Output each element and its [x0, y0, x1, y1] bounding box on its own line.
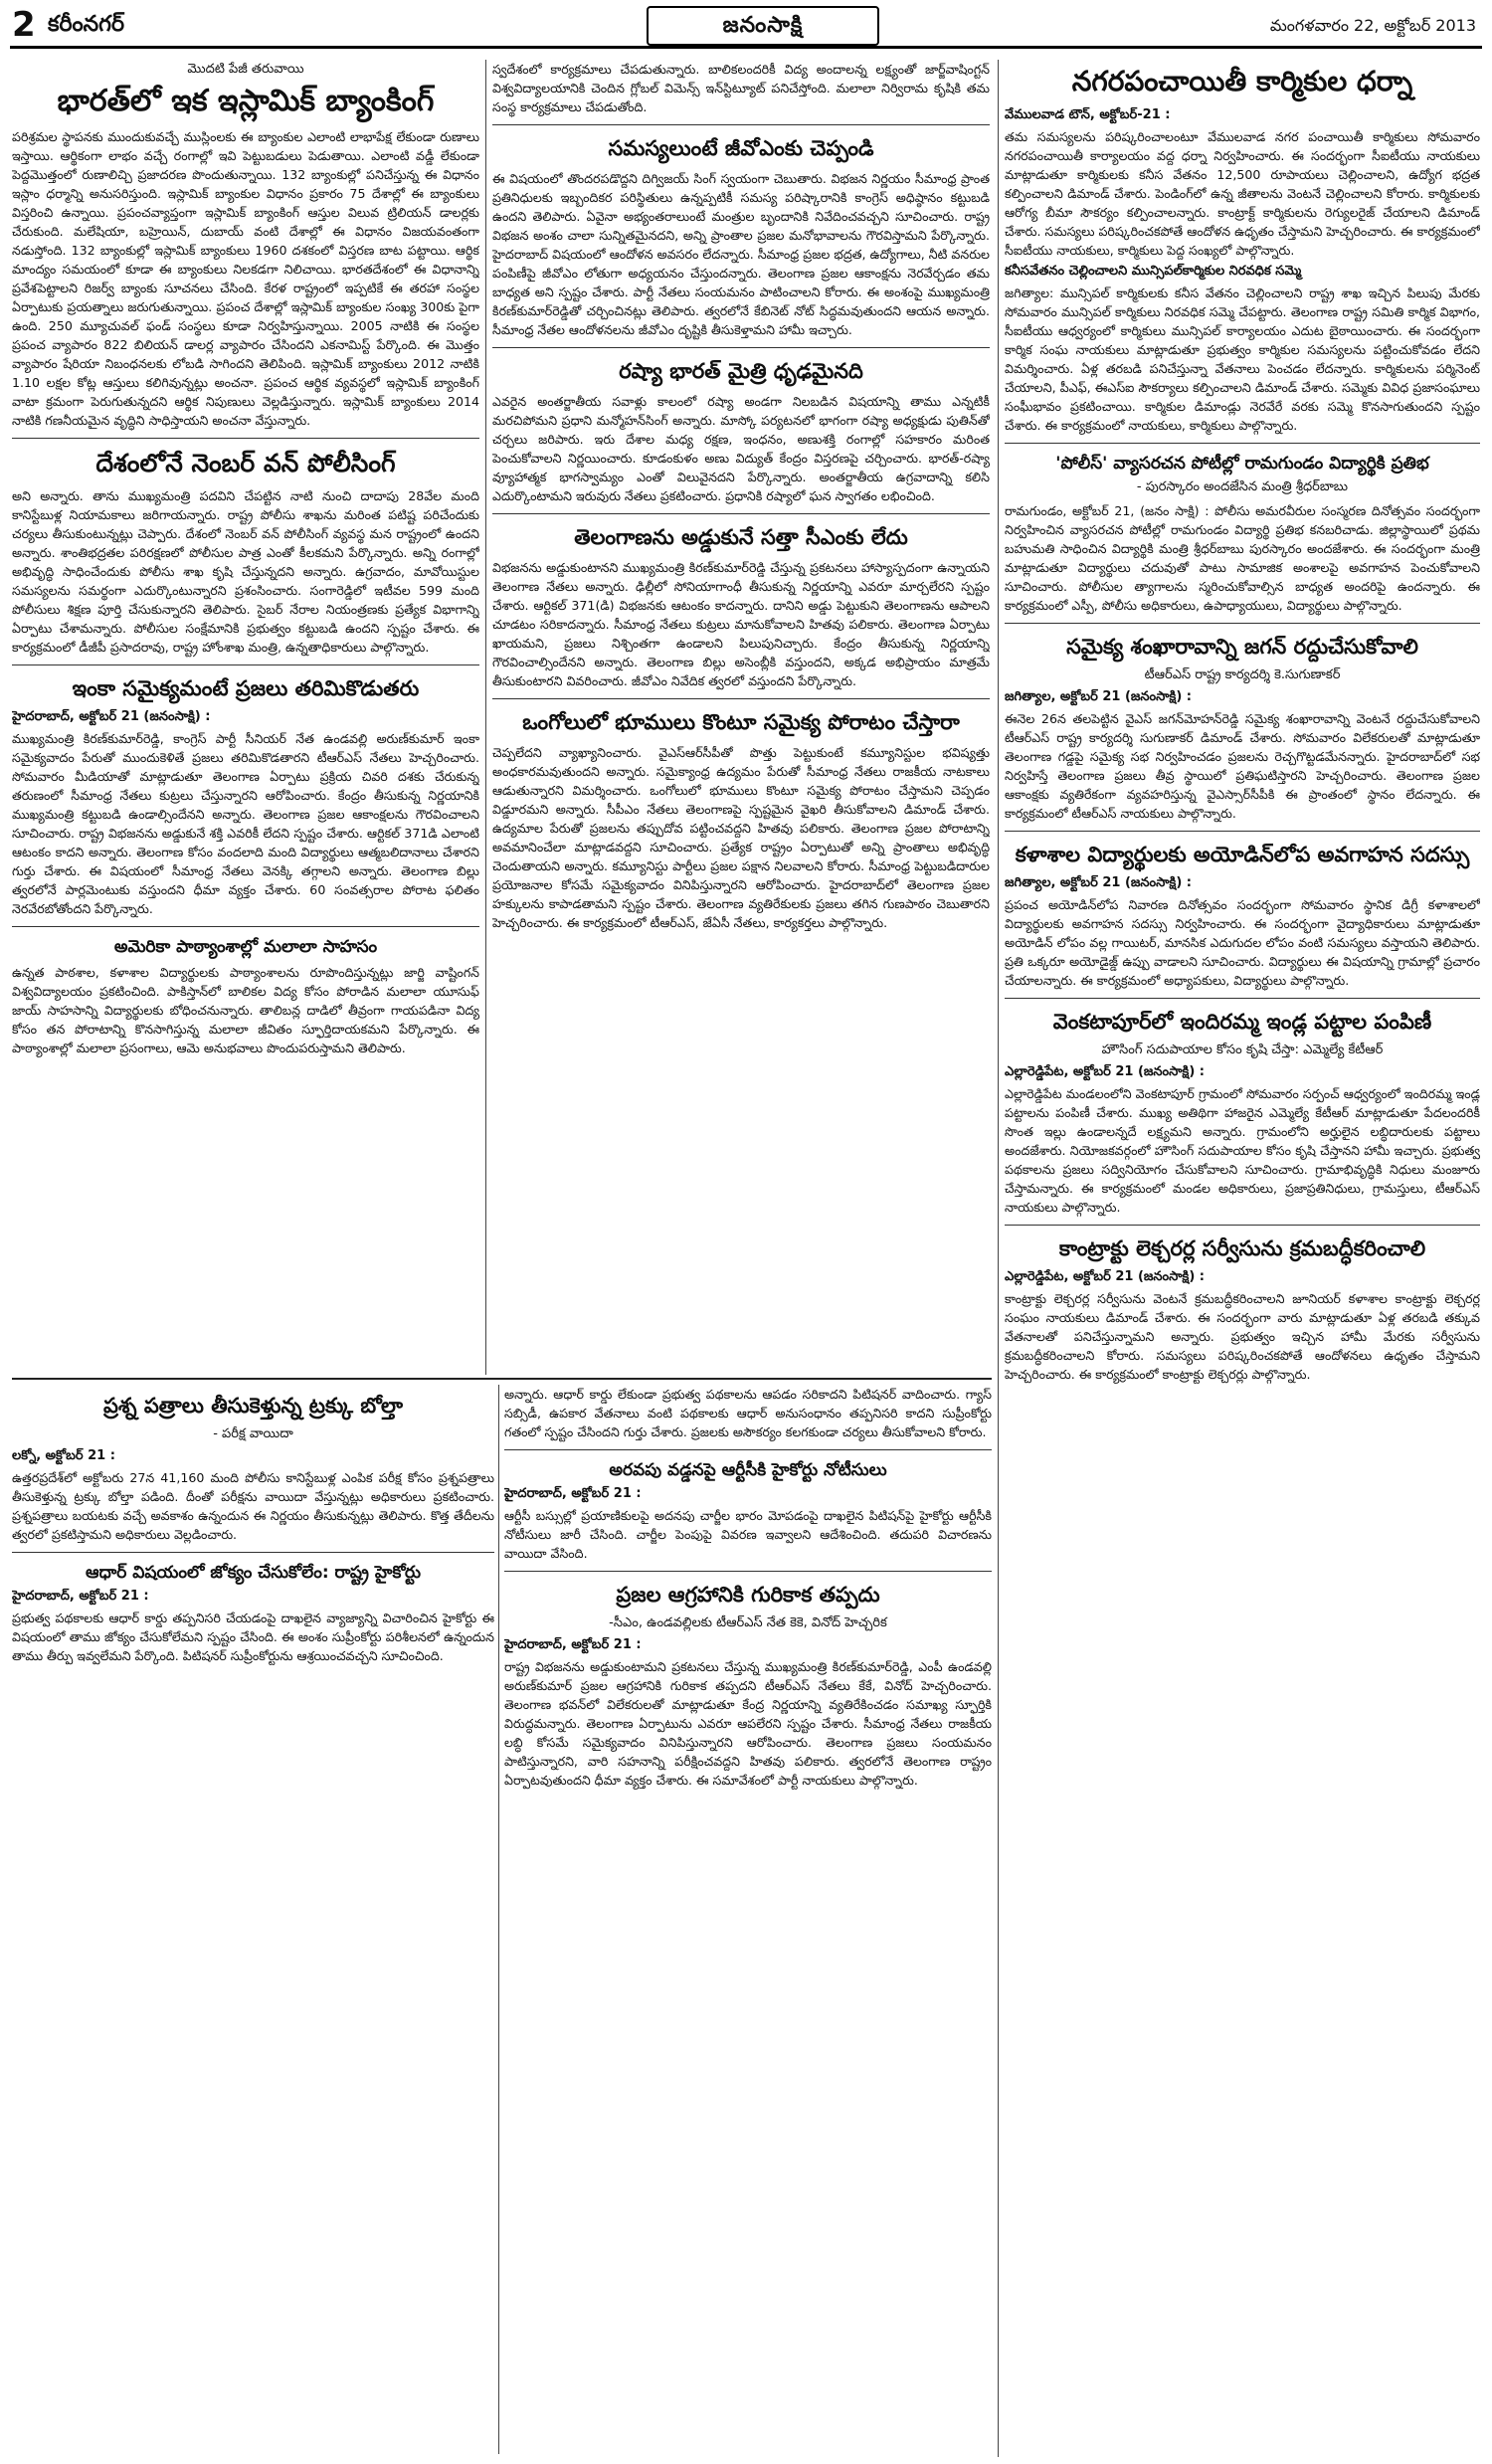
article-continuation: స్వదేశంలో కార్యక్రమాలు చేపడుతున్నారు. బాలికలందరికీ విద్య అందాలన్న లక్ష్యంతో జార్జ్‌వాషింగ్టన్ విశ్వవిద్యాలయానికి చెందిన గ్లోబల్ విమెన్స్ ఇన్‌స్టిట్యూట్ పనిచేస్తోంది. మలాలా నిర్విరామ కృషికి తమ సంస్థ కార్యక్రమాలు చేపడుతోంది.: [492, 62, 990, 114]
divider: [12, 664, 479, 665]
dateline: లక్నో, అక్టోబర్ 21 :: [12, 1448, 115, 1463]
divider: [1005, 831, 1480, 832]
headline-jagan-rally: సమైక్య శంఖారావాన్ని జగన్ రద్దుచేసుకోవాలి: [1066, 635, 1418, 659]
column-left: [12, 60, 479, 1373]
dateline: ఎల్లారెడ్డిపేట, అక్టోబర్ 21 (జనంసాక్షి) :: [1005, 1269, 1205, 1284]
subheadline: హౌసింగ్ సదుపాయాల కోసం కృషి చేస్తా: ఎమ్మెల్యే కేటీఆర్: [1101, 1042, 1384, 1057]
divider: [12, 926, 479, 927]
headline-aadhaar-high-court: ఆధార్ విషయంలో జోక్యం చేసుకోలేం: రాష్ట్ర హైకోర్టు: [86, 1563, 421, 1583]
divider: [492, 698, 990, 699]
subheadline: -సీఎం, ఉండవల్లిలకు టీఆర్ఎస్ నేత కెకె, వినోద్ హెచ్చరిక: [609, 1615, 887, 1630]
subheadline: - పరీక్ష వాయిదా: [213, 1426, 293, 1441]
column-middle: [492, 60, 990, 1373]
article-body: ప్రభుత్వ పథకాలకు ఆధార్ కార్డు తప్పనిసరి చేయడంపై దాఖలైన వ్యాజ్యాన్ని విచారించిన హైకోర్టు ఈ విషయంలో తాము జోక్యం చేసుకోలేమని స్పష్టం చేసింది. ఈ అంశం సుప్రీంకోర్టు పరిశీలనలో ఉన్నందున తాము తీర్పు ఇవ్వలేమని పేర్కొంది. పిటిషనర్ సుప్రీంకోర్టును ఆశ్రయించవచ్చని సూచించింది.: [12, 1611, 494, 1663]
headline-russia-india: రష్యా భారత్ మైత్రి ధృఢమైనది: [619, 359, 863, 383]
column-rule: [998, 60, 999, 2457]
divider: [504, 1449, 992, 1450]
headline-iodine-awareness: కళాశాల విద్యార్థులకు అయోడిన్‌లోప అవగాహన సదస్సు: [1015, 843, 1470, 866]
headline-question-papers-truck: ప్రశ్న పత్రాలు తీసుకెళ్తున్న ట్రక్కు బోల్తా: [103, 1394, 403, 1418]
divider: [492, 513, 990, 514]
dateline: హైదరాబాద్, అక్టోబర్ 21 :: [504, 1486, 642, 1501]
divider: [1005, 998, 1480, 999]
article-continuation: అన్నారు. ఆధార్ కార్డు లేకుండా ప్రభుత్వ పథకాలను ఆపడం సరికాదని పిటిషనర్ వాదించారు. గ్యాస్ సబ్సిడీ, ఉపకార వేతనాలు వంటి పథకాలకు ఆధార్ అనుసంధానం తప్పనిసరి కాదని సుప్రీంకోర్టు గతంలో స్పష్టం చేసిందని గుర్తు చేశారు. ప్రజలకు అసౌకర్యం కలగకుండా చర్యలు తీసుకోవాలని కోరారు.: [504, 1387, 992, 1439]
headline-number-one-policing: దేశంలోనే నెంబర్ వన్ పోలీసింగ్: [95, 449, 396, 477]
kicker: మొదటి పేజీ తరువాయి: [187, 62, 304, 77]
page-number: 2: [12, 5, 36, 45]
article-body: ప్రపంచ అయోడిన్‌లోప నివారణ దినోత్సవం సందర్భంగా సోమవారం స్థానిక డిగ్రీ కళాశాలలో విద్యార్థులకు అవగాహన సదస్సు నిర్వహించారు. ఈ సందర్భంగా వైద్యాధికారులు మాట్లాడుతూ అయోడిన్ లోపం వల్ల గాయిటర్, మానసిక ఎదుగుదల లోపం వంటి సమస్యలు వస్తాయని తెలిపారు. ప్రతి ఒక్కరూ అయోడైజ్డ్ ఉప్పు వాడాలని సూచించారు. విద్యార్థులు ఈ విషయాన్ని గ్రామాల్లో ప్రచారం చేయాలన్నారు. ఈ కార్యక్రమంలో అధ్యాపకులు, విద్యార్థులు పాల్గొన్నారు.: [1005, 897, 1480, 988]
subheadline: టీఆర్ఎస్ రాష్ట్ర కార్యదర్శి కె.సుగుణాకర్: [1144, 667, 1341, 682]
article-body: అని అన్నారు. తాను ముఖ్యమంత్రి పదవిని చేపట్టిన నాటి నుంచి దాదాపు 28వేల మంది కానిస్టేబుళ్ల నియామకాలు జరిగాయన్నారు. రాష్ట్ర పోలీసు శాఖను మరింత పటిష్ట పరిచేందుకు చర్యలు తీసుకుంటున్నట్లు చెప్పారు. దేశంలో నెంబర్ వన్ పోలీసింగ్ వ్యవస్థ మన రాష్ట్రంలో ఉందని అన్నారు. శాంతిభద్రతల పరిరక్షణలో పోలీసుల పాత్ర ఎంతో కీలకమని పేర్కొన్నారు. అన్ని రంగాల్లో అభివృద్ధి సాధించేందుకు పోలీసు శాఖ కృషి చేస్తున్నదని అన్నారు. ఉగ్రవాదం, మావోయిస్టుల సమస్యలను సమర్థంగా ఎదుర్కొంటున్నారని ప్రశంసించారు. సంగారెడ్డిలో ఇటీవల 599 మంది పోలీసులు శిక్షణ పూర్తి చేసుకున్నారని తెలిపారు. సైబర్ నేరాల నియంత్రణకు ప్రత్యేక విభాగాన్ని ఏర్పాటు చేశామన్నారు. పోలీసుల సంక్షేమానికి ప్రభుత్వం కట్టుబడి ఉందని స్పష్టం చేశారు. ఈ కార్యక్రమంలో డీజీపీ ప్రసాదరావు, రాష్ట్ర హోంశాఖ మంత్రి, ఉన్నతాధికారులు పాల్గొన్నారు.: [12, 488, 479, 655]
article-body: చెప్పలేదని వ్యాఖ్యానించారు. వైఎస్ఆర్‌సీపీతో పొత్తు పెట్టుకుంటే కమ్యూనిస్టుల భవిష్యత్తు అంధకారమవుతుందని అన్నారు. సమైక్యాంధ్ర ఉద్యమం పేరుతో సీమాంధ్ర నేతలు రాజకీయ నాటకాలు ఆడుతున్నారని విమర్శించారు. ఒంగోలులో భూములు కొంటూ సమైక్య పోరాటం చేస్తామని చెప్పడం విడ్డూరమని అన్నారు. సీపీఎం నేతలు తెలంగాణపై స్పష్టమైన వైఖరి తీసుకోవాలని డిమాండ్ చేశారు. ఉద్యమాల పేరుతో ప్రజలను తప్పుదోవ పట్టించవద్దని హితవు పలికారు. తెలంగాణ ప్రజల పోరాటాన్ని అవమానించేలా మాట్లాడవద్దని సూచించారు. ప్రత్యేక రాష్ట్రం ఏర్పాటుతో అన్ని ప్రాంతాలు అభివృద్ధి చెందుతాయని అన్నారు. కమ్యూనిస్టు పార్టీలు ప్రజల పక్షాన నిలవాలని కోరారు. సీమాంధ్ర పెట్టుబడిదారుల ప్రయోజనాల కోసమే సమైక్యవాదం వినిపిస్తున్నారని ఆరోపించారు. హైదరాబాద్‌లో తెలంగాణ ప్రజల హక్కులను కాపాడతామని స్పష్టం చేశారు. తెలంగాణ వ్యతిరేకులకు ప్రజలు తగిన గుణపాఠం చెబుతారని హెచ్చరించారు. ఈ కార్యక్రమంలో టీఆర్ఎస్, జేఏసీ నేతలు, కార్యకర్తలు పాల్గొన్నారు.: [492, 745, 990, 930]
article-body: రామగుండం, అక్టోబర్ 21, (జనం సాక్షి) : పోలీసు అమరవీరుల సంస్మరణ దినోత్సవం సందర్భంగా నిర్వహించిన వ్యాసరచన పోటీల్లో రామగుండం విద్యార్థి ప్రతిభ కనబరిచాడు. జిల్లాస్థాయిలో ప్రథమ బహుమతి సాధించిన విద్యార్థికి మంత్రి శ్రీధర్‌బాబు పురస్కారం అందజేశారు. ఈ సందర్భంగా మంత్రి మాట్లాడుతూ విద్యార్థులు చదువుతో పాటు సామాజిక అంశాలపై అవగాహన పెంచుకోవాలని సూచించారు. పోలీసుల త్యాగాలను స్మరించుకోవాల్సిన బాధ్యత అందరిపై ఉందన్నారు. ఈ కార్యక్రమంలో ఎస్పీ, పోలీసు అధికారులు, ఉపాధ్యాయులు, విద్యార్థులు పాల్గొన్నారు.: [1005, 503, 1480, 613]
dateline: జగిత్యాల, అక్టోబర్ 21 (జనంసాక్షి) :: [1005, 875, 1192, 890]
divider: [1005, 1225, 1480, 1226]
headline-telangana-cm: తెలంగాణను అడ్డుకునే సత్తా సీఎంకు లేదు: [574, 525, 908, 549]
issue-date: మంగళవారం 22, అక్టోబర్ 2013: [1269, 16, 1476, 35]
article-body: కాంట్రాక్టు లెక్చరర్ల సర్వీసును వెంటనే క్రమబద్ధీకరించాలని జూనియర్ కళాశాల కాంట్రాక్టు లెక్చరర్ల సంఘం నాయకులు డిమాండ్ చేశారు. ఈ సందర్భంగా వారు మాట్లాడుతూ ఏళ్ల తరబడి తక్కువ వేతనాలతో పనిచేస్తున్నామని అన్నారు. ప్రభుత్వం ఇచ్చిన హామీ మేరకు సర్వీసును క్రమబద్ధీకరించాలని కోరారు. సమస్యలు పరిష్కరించకపోతే ఆందోళనలు ఉధృతం చేస్తామని హెచ్చరించారు. ఈ కార్యక్రమంలో కాంట్రాక్టు లెక్చరర్లు పాల్గొన్నారు.: [1005, 1291, 1480, 1382]
dateline: జగిత్యాల, అక్టోబర్ 21 (జనంసాక్షి) :: [1005, 689, 1192, 704]
column-rule: [485, 60, 486, 1375]
headline-workers-dharna: నగరపంచాయితీ కార్మికుల ధర్నా: [1071, 65, 1413, 97]
section-name: కరీంనగర్: [48, 12, 125, 37]
column-rule: [498, 1385, 499, 2454]
article-body: జగిత్యాల: మున్సిపల్ కార్మికులకు కనీస వేతనం చెల్లించాలని రాష్ట్ర శాఖ ఇచ్చిన పిలుపు మేరకు సోమవారం మున్సిపల్ కార్మికులు నిరవధిక సమ్మె చేపట్టారు. తెలంగాణ రాష్ట్ర సమితి కార్మిక విభాగం, సీఐటీయు ఆధ్వర్యంలో కార్మికులు మున్సిపల్ కార్యాలయం ఎదుట బైఠాయించారు. ఈ సందర్భంగా కార్మిక సంఘ నాయకులు మాట్లాడుతూ ప్రభుత్వం కార్మికుల సమస్యలను పట్టించుకోవడం లేదని విమర్శించారు. ఏళ్ల తరబడి పనిచేస్తున్నా వేతనాలు పెంచడం లేదన్నారు. కార్మికులను పర్మినెంట్ చేయాలని, పీఎఫ్, ఈఎస్ఐ సౌకర్యాలు కల్పించాలని డిమాండ్ చేశారు. సమ్మెకు వివిధ ప్రజాసంఘాలు సంఘీభావం ప్రకటించాయి. కార్మికుల డిమాండ్లు నెరవేరే వరకు సమ్మె కొనసాగుతుందని స్పష్టం చేశారు. ఈ కార్యక్రమంలో నాయకులు, కార్మికులు పాల్గొన్నారు.: [1005, 285, 1480, 433]
headline-essay-competition: 'పోలీస్' వ్యాసరచన పోటీల్లో రామగుండం విద్యార్థికి ప్రతిభ: [1055, 454, 1429, 474]
article-body: ఎల్లారెడ్డిపేట మండలంలోని వెంకటాపూర్ గ్రామంలో సోమవారం సర్పంచ్ ఆధ్వర్యంలో ఇందిరమ్మ ఇండ్ల పట్టాలను పంపిణీ చేశారు. ముఖ్య అతిథిగా హాజరైన ఎమ్మెల్యే కేటీఆర్ మాట్లాడుతూ పేదలందరికీ సొంత ఇల్లు ఉండాలన్నదే లక్ష్యమని అన్నారు. గ్రామంలోని అర్హులైన లబ్ధిదారులకు పట్టాలు అందజేశారు. నియోజకవర్గంలో హౌసింగ్ సదుపాయాల కోసం కృషి చేస్తానని హామీ ఇచ్చారు. ప్రభుత్వ పథకాలను ప్రజలు సద్వినియోగం చేసుకోవాలని సూచించారు. గ్రామాభివృద్ధికి నిధులు మంజూరు చేస్తామన్నారు. ఈ కార్యక్రమంలో మండల అధికారులు, ప్రజాప్రతినిధులు, గ్రామస్తులు, టీఆర్ఎస్ నాయకులు పాల్గొన్నారు.: [1005, 1086, 1480, 1215]
column-right: [1005, 60, 1480, 2457]
headline-contract-lecturers: కాంట్రాక్టు లెక్చరర్ల సర్వీసును క్రమబద్ధీకరించాలి: [1058, 1236, 1426, 1260]
article-body: ఎవరైన అంతర్జాతీయ సవాళ్లు కాలంలో రష్యా అండగా నిలబడిన విషయాన్ని తాము ఎన్నటికీ మరచిపోమని ప్రధాని మన్మోహన్‌సింగ్ అన్నారు. మాస్కో పర్యటనలో భాగంగా రష్యా అధ్యక్షుడు పుతిన్‌తో చర్చలు జరిపారు. ఇరు దేశాల మధ్య రక్షణ, ఇంధనం, అణుశక్తి రంగాల్లో సహకారం మరింత పెంచుకోవాలని నిర్ణయించారు. కూడంకుళం అణు విద్యుత్ కేంద్రం విస్తరణపై చర్చించారు. భారత్-రష్యా వ్యూహాత్మక భాగస్వామ్యం ఎంతో విలువైనదని పేర్కొన్నారు. అంతర్జాతీయ ఉగ్రవాదాన్ని కలిసి ఎదుర్కొంటామని ఇరువురు నేతలు ప్రకటించారు. ప్రధానికి రష్యాలో ఘన స్వాగతం లభించింది.: [492, 394, 990, 503]
article-body: పరిశ్రమల స్థాపనకు ముందుకువచ్చే ముస్లింలకు ఈ బ్యాంకుల ఎలాంటి లాభాపేక్ష లేకుండా రుణాలు ఇస్తాయి. ఆర్థికంగా లాభం వచ్చే రంగాల్లో ఇవి పెట్టుబడులు పెడుతాయి. ఎలాంటి వడ్డీ లేకుండా పెద్దమొత్తంలో రుణాలిచ్చి ప్రజాదరణ పొందుతున్నాయి. 132 బ్యాంకుల్లో పనిచేస్తున్న ఈ విధానం ఇస్లాం ధర్మాన్ని అనుసరిస్తుంది. ఇస్లామిక్ బ్యాంకుల విధానం ప్రకారం 75 దేశాల్లో ఈ బ్యాంకులు విస్తరించి ఉన్నాయి. ప్రపంచవ్యాప్తంగా ఇస్లామిక్ బ్యాంకింగ్ ఆస్తుల విలువ ట్రిలియన్ డాలర్లకు చేరుకుంది. మలేషియా, బహ్రెయిన్, దుబాయ్ వంటి దేశాల్లో ఈ విధానం విజయవంతంగా నడుస్తోంది. 132 బ్యాంకుల్లో ఇస్లామిక్ బ్యాంకులు 1960 దశకంలో విస్తరణ బాట పట్టాయి. ఆర్థిక మాంద్యం సమయంలో కూడా ఈ బ్యాంకులు నిలకడగా నిలిచాయి. భారతదేశంలో ఈ విధానాన్ని ప్రవేశపెట్టాలని రిజర్వ్ బ్యాంకు సూచనలు చేసింది. కేరళ రాష్ట్రంలో ఇప్పటికే ఈ తరహా సంస్థల ఏర్పాటుకు ప్రయత్నాలు జరుగుతున్నాయి. ప్రపంచ దేశాల్లో ఇస్లామిక్ బ్యాంకుల సంఖ్య 300కు పైగా ఉంది. 250 మ్యూచువల్ ఫండ్ సంస్థలు కూడా నిర్వహిస్తున్నాయి. 2005 నాటికి ఈ సంస్థల ప్రపంచ వ్యాపారం 822 బిలియన్ డాలర్ల వ్యాపారం చేసిందని ఎకనామిస్ట్ పేర్కొంది. ఈ మొత్తం వ్యాపారం షేరియా నిబంధనలకు లోబడి సాగిందని తెలిపింది. ఇస్లామిక్ బ్యాంకులు 2012 నాటికి 1.10 లక్షల కోట్ల ఆస్తులు కలిగివున్నట్లు అంచనా. ప్రపంచ ఆర్థిక వ్యవస్థలో ఇస్లామిక్ బ్యాంకింగ్ వాటా క్రమంగా పెరుగుతున్నదని ఆర్థిక నిపుణులు వెల్లడిస్తున్నారు. ఇస్లామిక్ బ్యాంకులు 2014 నాటికి గణనీయమైన వృద్ధిని సాధిస్తాయని అంచనా వేస్తున్నారు.: [12, 129, 479, 428]
headline-samaikya: ఇంకా సమైక్యమంటే ప్రజలు తరిమికొడుతరు: [72, 676, 420, 700]
headline-islamic-banking: భారత్‌లో ఇక ఇస్లామిక్ బ్యాంకింగ్: [57, 84, 435, 118]
divider: [12, 1552, 494, 1553]
divider: [1005, 443, 1480, 444]
section-rule: [12, 1378, 992, 1380]
article-body: ఆర్టీసీ బస్సుల్లో ప్రయాణికులపై అదనపు చార్జీల భారం మోపడంపై దాఖలైన పిటిషన్‌పై హైకోర్టు ఆర్టీసీకి నోటీసులు జారీ చేసింది. చార్జీల పెంపుపై వివరణ ఇవ్వాలని ఆదేశించింది. తదుపరి విచారణను వాయిదా వేసింది.: [504, 1508, 992, 1561]
article-body: ముఖ్యమంత్రి కిరణ్‌కుమార్‌రెడ్డి, కాంగ్రెస్ పార్టీ సీనియర్ నేత ఉండవల్లి అరుణ్‌కుమార్ ఇంకా సమైక్యవాదం పేరుతో ముందుకెళితే ప్రజలు తరిమికొడతారని టీఆర్ఎస్ నేతలు హెచ్చరించారు. సోమవారం మీడియాతో మాట్లాడుతూ తెలంగాణ ఏర్పాటు ప్రక్రియ చివరి దశకు చేరుకున్న తరుణంలో సీమాంధ్ర నేతలు కుట్రలు చేస్తున్నారని ఆరోపించారు. కేంద్రం తీసుకున్న నిర్ణయానికి ముఖ్యమంత్రి కట్టుబడి ఉండాల్సిందేనని అన్నారు. తెలంగాణ ప్రజల ఆకాంక్షలను గౌరవించాలని సూచించారు. రాష్ట్ర విభజనను అడ్డుకునే శక్తి ఎవరికీ లేదని స్పష్టం చేశారు. ఆర్టికల్ 371డి ఎలాంటి ఆటంకం కాదని అన్నారు. తెలంగాణ కోసం వందలాది మంది విద్యార్థులు ఆత్మబలిదానాలు చేశారని గుర్తు చేశారు. ఈ విషయంలో సీమాంధ్ర నేతలు వెనక్కి తగ్గాలని అన్నారు. తెలంగాణ బిల్లు త్వరలోనే పార్లమెంటుకు వస్తుందని ధీమా వ్యక్తం చేశారు. 60 సంవత్సరాల పోరాట ఫలితం నెరవేరబోతోందని పేర్కొన్నారు.: [12, 731, 479, 916]
article-body: ఈ విషయంలో తొందరపడొద్దని దిగ్విజయ్ సింగ్ స్వయంగా చెబుతారు. విభజన నిర్ణయం సీమాంధ్ర ప్రాంత ప్రతినిధులకు ఇబ్బందికర పరిస్థితులు ఉన్నప్పటికీ సమస్య పరిష్కారానికి కాంగ్రెస్ అధిష్ఠానం కట్టుబడి ఉందని తెలిపారు. ఏవైనా అభ్యంతరాలుంటే మంత్రుల బృందానికి నివేదించవచ్చని సూచించారు. రాష్ట్ర విభజన అంశం చాలా సున్నితమైనదని, అన్ని ప్రాంతాల ప్రజల మనోభావాలను గౌరవిస్తామని పేర్కొన్నారు. హైదరాబాద్ విషయంలో ఆందోళన అవసరం లేదన్నారు. సీమాంధ్ర ప్రజల భద్రత, ఉద్యోగాలు, నీటి వనరుల పంపిణీపై జీవోఎం లోతుగా అధ్యయనం చేస్తుందన్నారు. తెలంగాణ ప్రజల ఆకాంక్షను నెరవేర్చడం తమ బాధ్యత అని స్పష్టం చేశారు. పార్టీ నేతలు సంయమనం పాటించాలని కోరారు. ఈ అంశంపై ముఖ్యమంత్రి కిరణ్‌కుమార్‌రెడ్డితో చర్చించినట్లు తెలిపారు. త్వరలోనే కేబినెట్ నోట్ సిద్ధమవుతుందని ఆయన అన్నారు. సీమాంధ్ర నేతల ఆందోళనలను జీవోఎం దృష్టికి తీసుకెళ్తామని హామీ ఇచ్చారు.: [492, 171, 990, 337]
newspaper-logo: జనంసాక్షి: [647, 6, 879, 46]
dateline: ఎల్లారెడ్డిపేట, అక్టోబర్ 21 (జనంసాక్షి) :: [1005, 1064, 1205, 1079]
subheadline: కనీసవేతనం చెల్లించాలని మున్సిపల్‌కార్మికుల నిరవధిక సమ్మె: [1005, 264, 1302, 279]
divider: [492, 347, 990, 348]
article-body: ఈనెల 26న తలపెట్టిన వైఎస్ జగన్‌మోహన్‌రెడ్డి సమైక్య శంఖారావాన్ని వెంటనే రద్దుచేసుకోవాలని టీఆర్ఎస్ రాష్ట్ర కార్యదర్శి సుగుణాకర్ డిమాండ్ చేశారు. సోమవారం విలేకరులతో మాట్లాడుతూ తెలంగాణ గడ్డపై సమైక్య సభ నిర్వహించడం ప్రజలను రెచ్చగొట్టడమేనన్నారు. హైదరాబాద్‌లో సభ నిర్వహిస్తే తెలంగాణ ప్రజలు తీవ్ర స్థాయిలో ప్రతిఘటిస్తారని హెచ్చరించారు. తెలంగాణ ప్రజల ఆకాంక్షకు వ్యతిరేకంగా వ్యవహరిస్తున్న వైఎస్సార్‌సీపీకి ఈ ప్రాంతంలో స్థానం లేదన్నారు. ఈ కార్యక్రమంలో టీఆర్ఎస్ నాయకులు పాల్గొన్నారు.: [1005, 711, 1480, 821]
headline-public-anger: ప్రజల ఆగ్రహానికి గురికాక తప్పదు: [616, 1583, 880, 1607]
column-bottom-middle: [504, 1385, 992, 2454]
divider: [492, 124, 990, 125]
headline-indiramma-houses: వెంకటాపూర్‌లో ఇందిరమ్మ ఇండ్ల పట్టాల పంపిణీ: [1052, 1010, 1432, 1034]
subheadline: - పురస్కారం అందజేసిన మంత్రి శ్రీధర్‌బాబు: [1136, 479, 1349, 494]
dateline: వేములవాడ టౌన్, అక్టోబర్-21 :: [1005, 107, 1171, 122]
article-body: విభజనను అడ్డుకుంటానని ముఖ్యమంత్రి కిరణ్‌కుమార్‌రెడ్డి చేస్తున్న ప్రకటనలు హాస్యాస్పదంగా ఉన్నాయని తెలంగాణ నేతలు అన్నారు. ఢిల్లీలో సోనియాగాంధీ తీసుకున్న నిర్ణయాన్ని ఎవరూ మార్చలేరని స్పష్టం చేశారు. ఆర్టికల్ 371(డి) విభజనకు ఆటంకం కాదన్నారు. దానిని అడ్డు పెట్టుకుని తెలంగాణను ఆపాలని చూడటం సరికాదన్నారు. సీమాంధ్ర నేతలు కుట్రలు మానుకోవాలని హితవు పలికారు. తెలంగాణ ఏర్పాటు ఖాయమని, ప్రజలు నిశ్చింతగా ఉండాలని పిలుపునిచ్చారు. కేంద్రం తీసుకున్న నిర్ణయాన్ని గౌరవించాల్సిందేనని అన్నారు. తెలంగాణ బిల్లు అసెంబ్లీకి వస్తుందని, అక్కడ అభిప్రాయం మాత్రమే తీసుకుంటారని వివరించారు. జీవోఎం నివేదిక త్వరలో వస్తుందని పేర్కొన్నారు.: [492, 560, 990, 688]
headline-ongole: ఒంగోలులో భూములు కొంటూ సమైక్య పోరాటం చేస్తారా: [522, 710, 960, 734]
dateline: హైదరాబాద్, అక్టోబర్ 21 (జనంసాక్షి) :: [12, 709, 211, 724]
headline-gom: సమస్యలుంటే జీవోఎంకు చెప్పండి: [608, 136, 874, 160]
divider: [504, 1571, 992, 1572]
article-body: ఉన్నత పాఠశాల, కళాశాల విద్యార్థులకు పాఠ్యాంశాలను రూపొందిస్తున్నట్లు జార్జి వాష్టింగన్ విశ్వవిద్యాలయం ప్రకటించింది. పాకిస్తాన్‌లో బాలికల విద్య కోసం పోరాడిన మలాలా యూసుఫ్ జాయ్ సాహసాన్ని విద్యార్థులకు బోధించనున్నారు. తాలిబన్ల దాడిలో తీవ్రంగా గాయపడినా విద్య కోసం తన పోరాటాన్ని కొనసాగిస్తున్న మలాలా జీవితం స్ఫూర్తిదాయకమని పేర్కొన్నారు. ఈ పాఠ్యాంశాల్లో మలాలా ప్రసంగాలు, ఆమె అనుభవాలు పొందుపరుస్తామని తెలిపారు.: [12, 965, 479, 1055]
column-bottom-left: [12, 1385, 494, 2454]
dateline: హైదరాబాద్, అక్టోబర్ 21 :: [12, 1589, 149, 1604]
divider: [12, 438, 479, 439]
headline-malala: అమెరికా పాఠ్యాంశాల్లో మలాలా సాహసం: [113, 937, 378, 957]
dateline: హైదరాబాద్, అక్టోబర్ 21 :: [504, 1637, 642, 1652]
article-body: రాష్ట్ర విభజనను అడ్డుకుంటామని ప్రకటనలు చేస్తున్న ముఖ్యమంత్రి కిరణ్‌కుమార్‌రెడ్డి, ఎంపీ ఉండవల్లి అరుణ్‌కుమార్ ప్రజల ఆగ్రహానికి గురికాక తప్పదని టీఆర్ఎస్ నేతలు కేకే, వినోద్ హెచ్చరించారు. తెలంగాణ భవన్‌లో విలేకరులతో మాట్లాడుతూ కేంద్ర నిర్ణయాన్ని వ్యతిరేకించడం సమాఖ్య స్ఫూర్తికి విరుద్ధమన్నారు. తెలంగాణ ఏర్పాటును ఎవరూ ఆపలేరని స్పష్టం చేశారు. సీమాంధ్ర నేతలు రాజకీయ లబ్ధి కోసమే సమైక్యవాదం వినిపిస్తున్నారని ఆరోపించారు. తెలంగాణ ప్రజలు సంయమనం పాటిస్తున్నారని, వారి సహనాన్ని పరీక్షించవద్దని హితవు పలికారు. త్వరలోనే తెలంగాణ రాష్ట్రం ఏర్పాటవుతుందని ధీమా వ్యక్తం చేశారు. ఈ సమావేశంలో పార్టీ నాయకులు పాల్గొన్నారు.: [504, 1659, 992, 1788]
article-body: తమ సమస్యలను పరిష్కరించాలంటూ వేములవాడ నగర పంచాయితీ కార్మికులు సోమవారం నగరపంచాయితీ కార్యాలయం వద్ద ధర్నా నిర్వహించారు. ఈ సందర్భంగా సీఐటీయు నాయకులు మాట్లాడుతూ కార్మికులకు కనీస వేతనం 12,500 రూపాయలు చెల్లించాలని, ఉద్యోగ భద్రత కల్పించాలని డిమాండ్ చేశారు. పెండింగ్‌లో ఉన్న జీతాలను వెంటనే చెల్లించాలని కోరారు. కార్మికులకు ఆరోగ్య బీమా సౌకర్యం కల్పించాలన్నారు. కాంట్రాక్ట్ కార్మికులను రెగ్యులరైజ్ చేయాలని డిమాండ్ చేశారు. సమస్యలు పరిష్కరించకపోతే ఆందోళన ఉధృతం చేస్తామని హెచ్చరించారు. ఈ కార్యక్రమంలో సీఐటీయు నాయకులు, కార్మికులు పెద్ద సంఖ్యలో పాల్గొన్నారు.: [1005, 129, 1480, 258]
divider: [1005, 623, 1480, 624]
headline-rtc-notices: అరవపు వడ్డనపై ఆర్టీసీకి హైకోర్టు నోటీసులు: [609, 1460, 887, 1480]
article-body: ఉత్తరప్రదేశ్‌లో అక్టోబరు 27న 41,160 మంది పోలీసు కానిస్టేబుళ్ల ఎంపిక పరీక్ష కోసం ప్రశ్నపత్రాలు తీసుకెళ్తున్న ట్రక్కు బోల్తా పడింది. దీంతో పరీక్షను వాయిదా వేస్తున్నట్లు అధికారులు ప్రకటించారు. ప్రశ్నపత్రాలు బయటకు వచ్చే అవకాశం ఉన్నందున ఈ నిర్ణయం తీసుకున్నట్లు తెలిపారు. కొత్త తేదీలను త్వరలో ప్రకటిస్తామని అధికారులు వెల్లడించారు.: [12, 1470, 494, 1542]
masthead: [10, 4, 1482, 49]
